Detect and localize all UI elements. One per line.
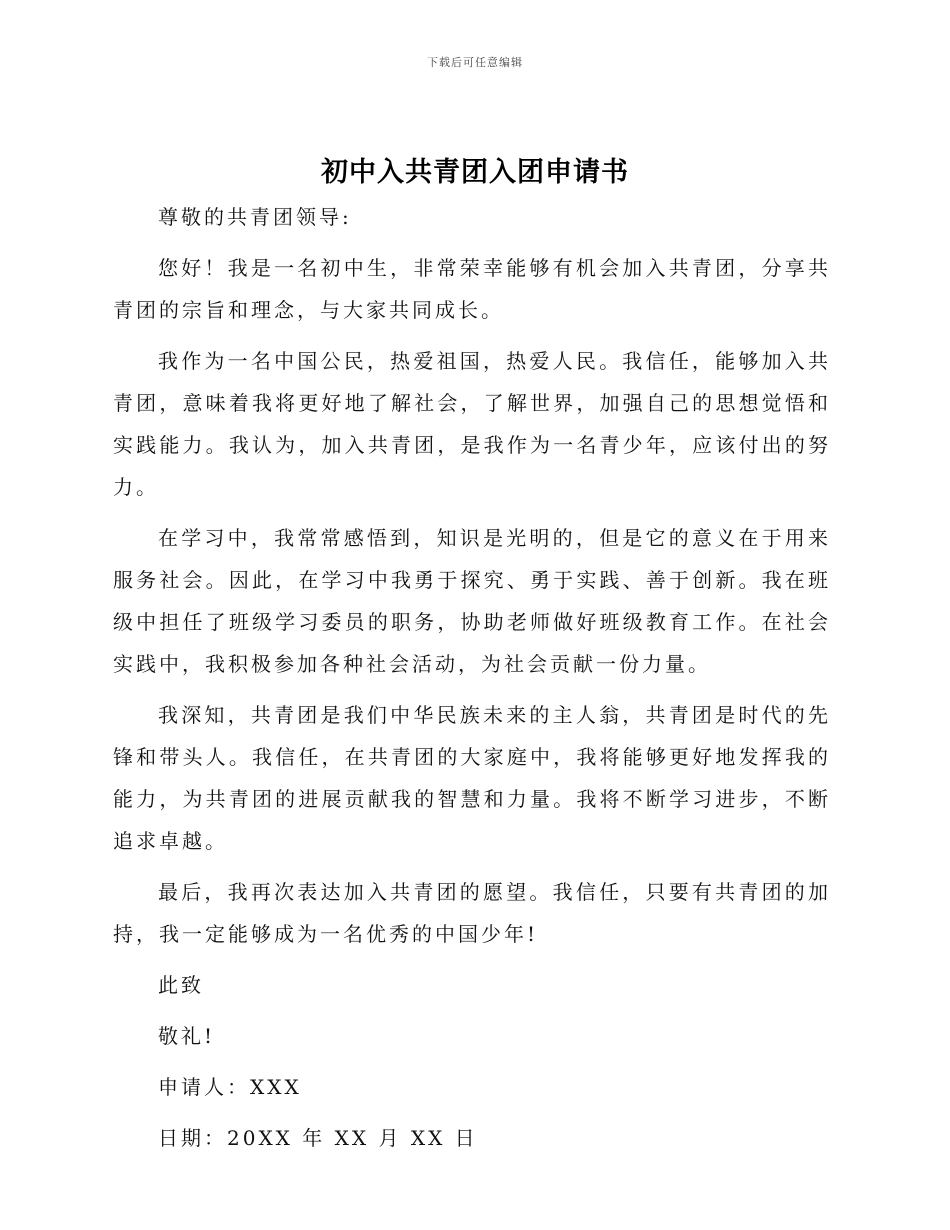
date-line: 日期：20XX 年 XX 月 XX 日 <box>158 1126 478 1150</box>
paragraph-awareness: 我深知，共青团是我们中华民族未来的主人翁，共青团是时代的先锋和带头人。我信任，在共青团的大家庭中，我将能够更好地发挥我的能力，为共青团的进展贡献我的智慧和力量。我将不断学习进步，不断追求卓越。 <box>113 703 831 853</box>
paragraph-study: 在学习中，我常常感悟到，知识是光明的，但是它的意义在于用来服务社会。因此，在学习中我勇于探究、勇于实践、善于创新。我在班级中担任了班级学习委员的职务，协助老师做好班级教育工作。在社会实践中，我积极参加各种社会活动，为社会贡献一份力量。 <box>113 526 831 676</box>
closing-jing-li: 敬礼! <box>158 1024 216 1048</box>
paragraph-greeting: 您好！我是一名初中生，非常荣幸能够有机会加入共青团，分享共青团的宗旨和理念，与大家共同成长。 <box>113 256 831 322</box>
closing-ci-zhi: 此致 <box>158 973 204 997</box>
applicant-line: 申请人：XXX <box>158 1075 302 1099</box>
document-title: 初中入共青团入团申请书 <box>321 157 629 188</box>
salutation: 尊敬的共青团领导: <box>158 205 352 229</box>
header-note: 下载后可任意编辑 <box>427 56 523 69</box>
paragraph-final-wish: 最后，我再次表达加入共青团的愿望。我信任，只要有共青团的加持，我一定能够成为一名优秀的中国少年! <box>113 880 831 946</box>
paragraph-citizen: 我作为一名中国公民，热爱祖国，热爱人民。我信任，能够加入共青团，意味着我将更好地了解社会，了解世界，加强自己的思想觉悟和实践能力。我认为，加入共青团，是我作为一名青少年，应该付出的努力。 <box>113 349 831 499</box>
document-body <box>113 196 831 1168</box>
